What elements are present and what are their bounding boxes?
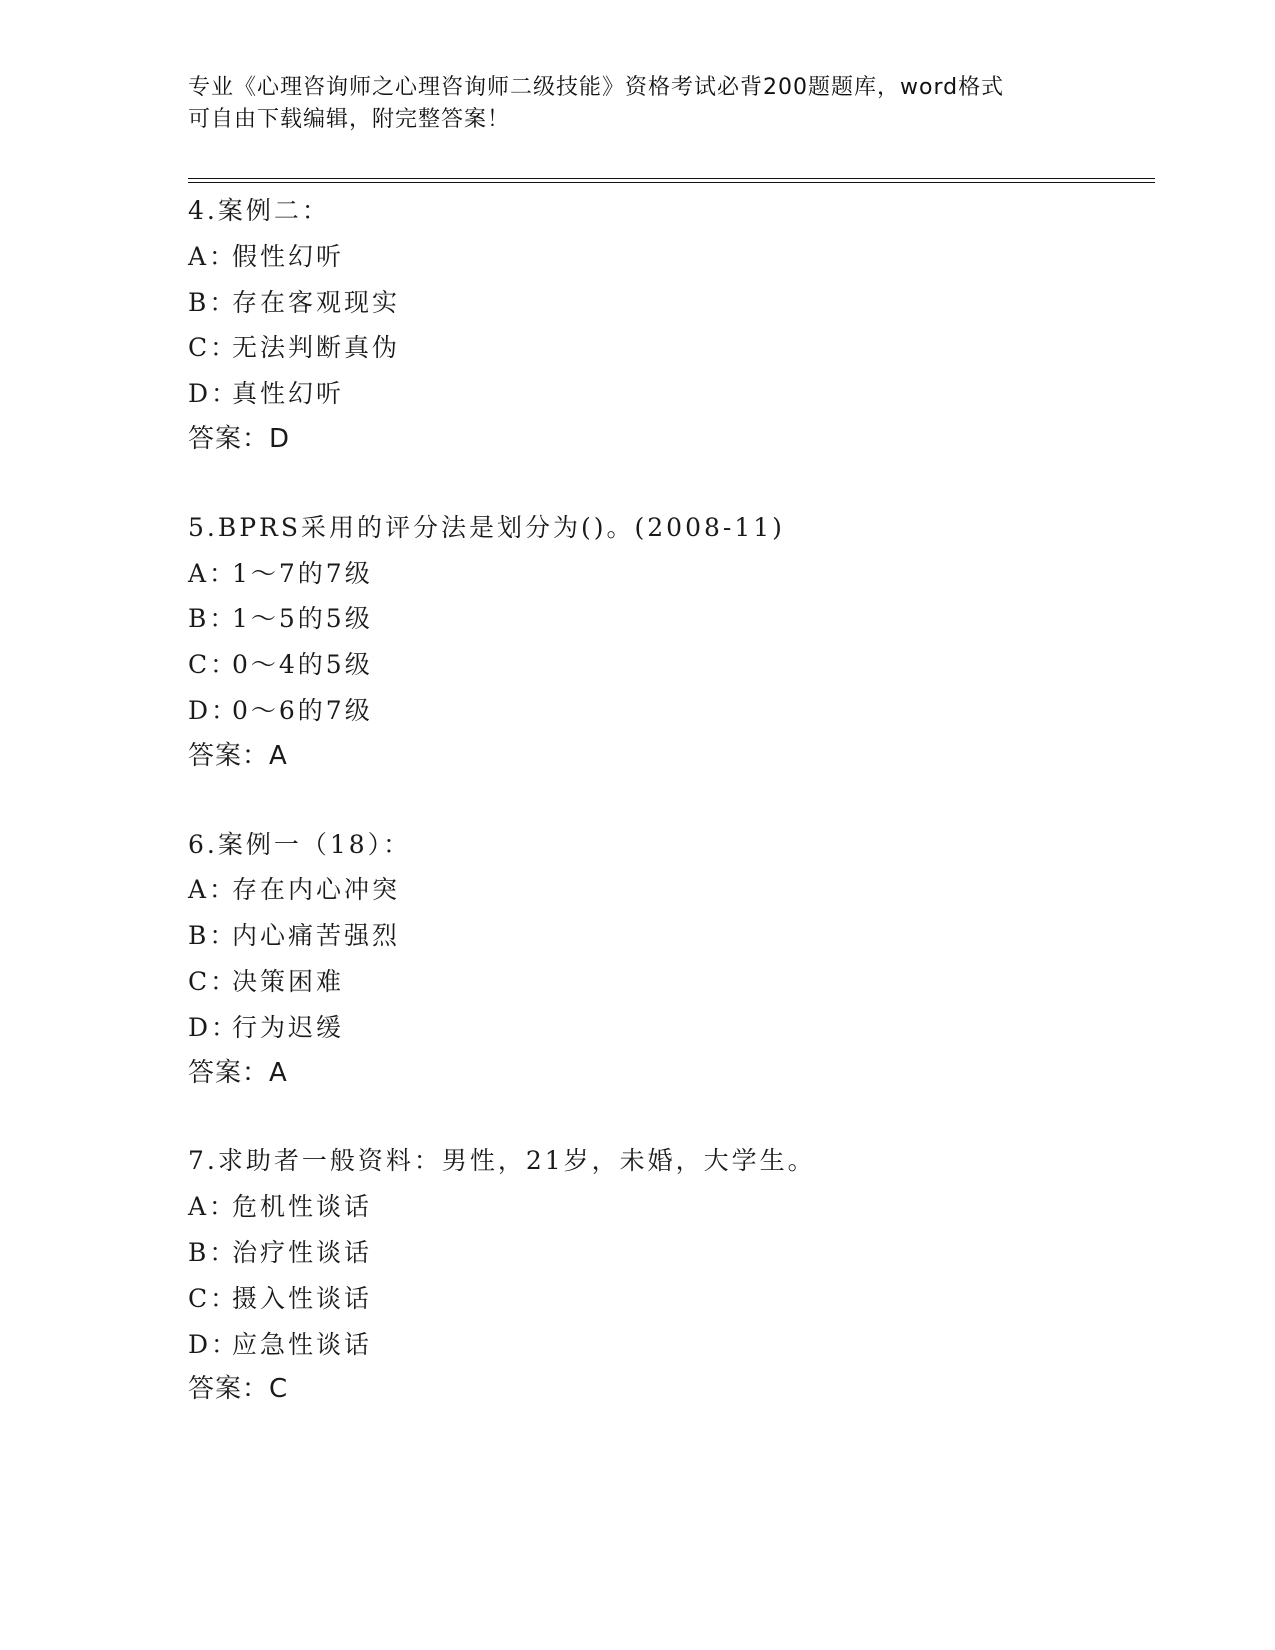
header-line-2: 可自由下载编辑，附完整答案！: [188, 107, 511, 132]
option-b: [188, 913, 1148, 959]
option-c: [188, 642, 1148, 688]
header-divider-top: [188, 178, 1155, 179]
option-letter: D：: [188, 1012, 240, 1042]
option-letter: A：: [188, 241, 238, 271]
option-letter: D：: [188, 695, 240, 725]
option-text: 1～7的7级: [232, 558, 373, 588]
option-d: [188, 371, 1148, 417]
option-text: 0～6的7级: [232, 695, 373, 725]
option-c: [188, 325, 1148, 371]
option-letter: C：: [188, 1283, 239, 1313]
option-letter: A：: [188, 1192, 238, 1222]
option-letter: A：: [188, 558, 238, 588]
answer-line: 答案：D: [188, 423, 291, 454]
option-text: 应急性谈话: [232, 1329, 373, 1359]
option-c: [188, 959, 1148, 1005]
question-7: [188, 1138, 1148, 1413]
option-text: 内心痛苦强烈: [232, 921, 401, 951]
option-text: 决策困难: [232, 966, 345, 996]
header-line-1: 专业《心理咨询师之心理咨询师二级技能》资格考试必背200题题库，word格式: [188, 75, 1005, 100]
answer-line: 答案：C: [188, 1374, 289, 1405]
option-b: [188, 596, 1148, 642]
option-text: 0～4的5级: [232, 650, 373, 680]
question-5: [188, 505, 1148, 780]
option-text: 存在内心冲突: [232, 875, 401, 905]
option-a: [188, 1184, 1148, 1230]
option-letter: C：: [188, 333, 239, 363]
question-stem: 7.求助者一般资料：男性，21岁，未婚，大学生。: [188, 1146, 816, 1176]
option-a: [188, 551, 1148, 597]
option-b: [188, 1230, 1148, 1276]
question-6: [188, 822, 1148, 1097]
option-letter: B：: [188, 921, 238, 951]
question-stem: 4.案例二：: [188, 196, 330, 225]
option-letter: B：: [188, 287, 238, 317]
question-4: [188, 188, 1148, 463]
option-letter: D：: [188, 1329, 240, 1359]
option-b: [188, 280, 1148, 326]
option-text: 1～5的5级: [232, 604, 373, 634]
option-letter: D：: [188, 379, 240, 409]
question-stem: 5.BPRS采用的评分法是划分为()。(2008-11): [188, 512, 785, 542]
option-text: 假性幻听: [232, 241, 345, 271]
document-header: [188, 72, 1088, 136]
option-text: 摄入性谈话: [232, 1283, 373, 1313]
option-text: 无法判断真伪: [232, 333, 401, 363]
question-stem: 6.案例一（18）：: [188, 829, 412, 859]
option-letter: B：: [188, 1237, 238, 1267]
option-letter: B：: [188, 604, 238, 634]
option-a: [188, 234, 1148, 280]
option-text: 危机性谈话: [232, 1192, 373, 1222]
answer-line: 答案：A: [188, 740, 288, 771]
header-divider-bottom: [188, 182, 1155, 183]
question-list: [188, 188, 1148, 1455]
option-text: 行为迟缓: [232, 1012, 345, 1042]
option-text: 存在客观现实: [232, 287, 401, 317]
option-letter: C：: [188, 966, 239, 996]
option-c: [188, 1276, 1148, 1322]
option-d: [188, 1005, 1148, 1051]
option-letter: C：: [188, 650, 239, 680]
answer-line: 答案：A: [188, 1057, 288, 1088]
option-letter: A：: [188, 875, 238, 905]
option-a: [188, 867, 1148, 913]
option-text: 真性幻听: [232, 379, 345, 409]
option-text: 治疗性谈话: [232, 1237, 373, 1267]
option-d: [188, 688, 1148, 734]
option-d: [188, 1322, 1148, 1368]
